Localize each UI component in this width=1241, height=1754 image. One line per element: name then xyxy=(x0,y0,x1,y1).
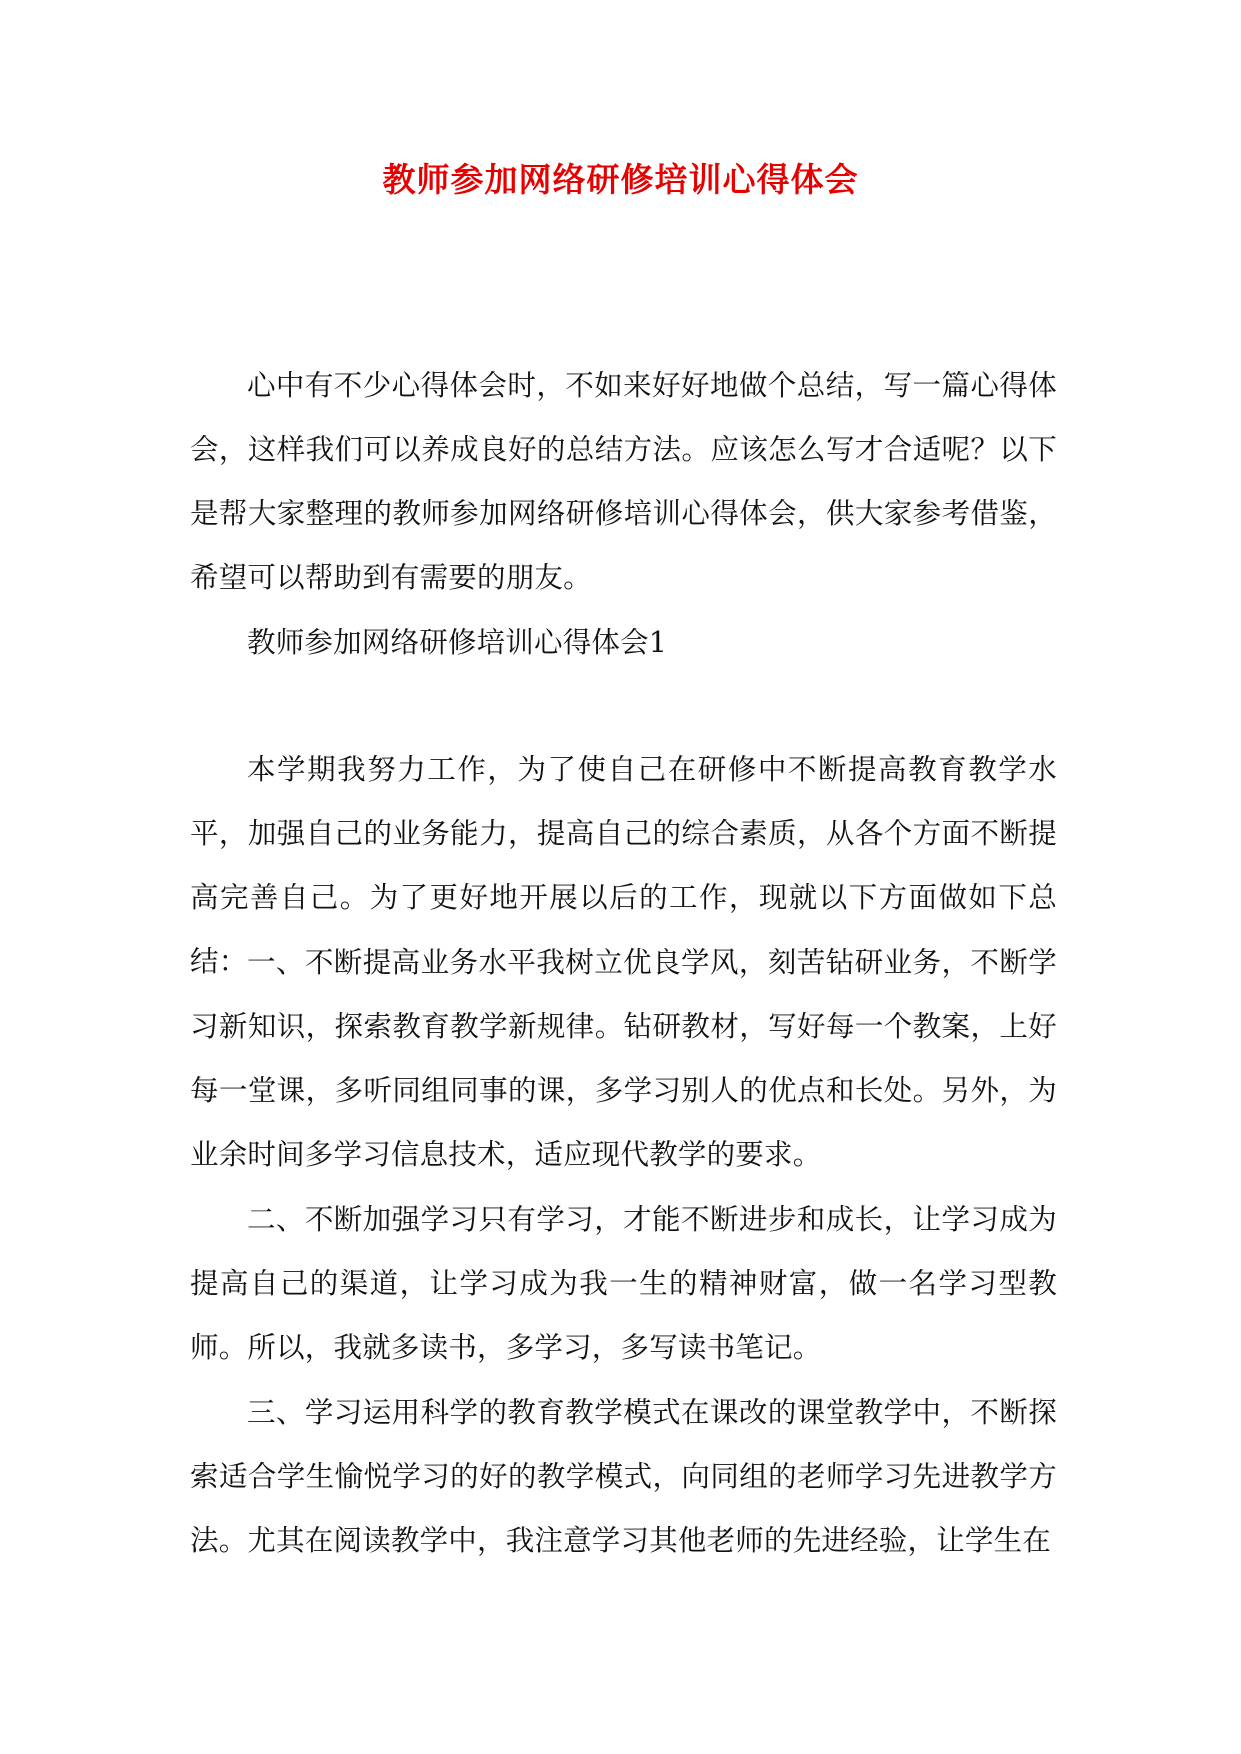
intro-paragraph: 心中有不少心得体会时，不如来好好地做个总结，写一篇心得体会，这样我们可以养成良好的总结方法。应该怎么写才合适呢？以下是帮大家整理的教师参加网络研修培训心得体会，供大家参考借鉴，希望可以帮助到有需要的朋友。 xyxy=(190,369,1057,594)
body-paragraph: 二、不断加强学习只有学习，才能不断进步和成长，让学习成为提高自己的渠道，让学习成为我一生的精神财富，做一名学习型教师。所以，我就多读书，多学习，多写读书笔记。 xyxy=(190,1203,1057,1364)
body-paragraph: 三、学习运用科学的教育教学模式在课改的课堂教学中，不断探索适合学生愉悦学习的好的教学模式，向同组的老师学习先进教学方法。尤其在阅读教学中，我注意学习其他老师的先进经验，让学生在 xyxy=(190,1396,1057,1557)
document-title: 教师参加网络研修培训心得体会 xyxy=(382,160,859,199)
body-paragraph: 本学期我努力工作，为了使自己在研修中不断提高教育教学水平，加强自己的业务能力，提高自己的综合素质，从各个方面不断提高完善自己。为了更好地开展以后的工作，现就以下方面做如下总结： xyxy=(190,753,1057,978)
body-paragraph: 一、不断提高业务水平我树立优良学风，刻苦钻研业务，不断学习新知识，探索教育教学新规律。钻研教材，写好每一个教案，上好每一堂课，多听同组同事的课，多学习别人的优点和长处。另外，为业余时间多学习信息技术，适应现代教学的要求。 xyxy=(190,946,1057,1171)
section-heading: 教师参加网络研修培训心得体会1 xyxy=(247,626,668,659)
